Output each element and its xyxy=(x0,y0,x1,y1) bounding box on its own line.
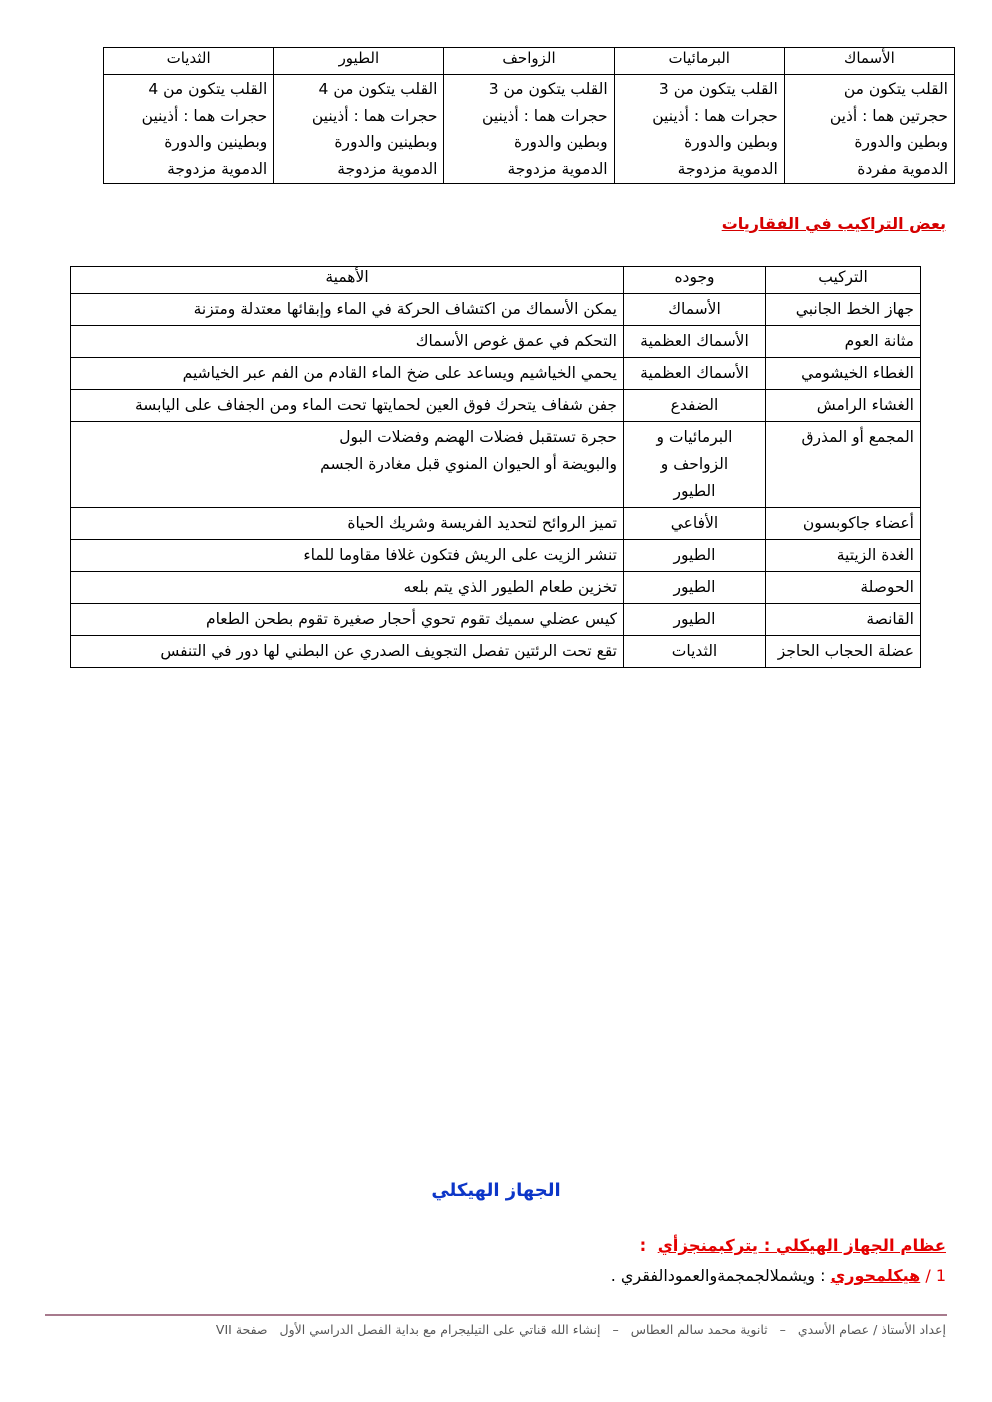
structure-row xyxy=(71,294,921,326)
cell-birds xyxy=(274,75,444,184)
structure-row xyxy=(71,508,921,540)
footer-author: إعداد الأستاذ / عصام الأسدي xyxy=(797,1322,946,1337)
section-title: بعض التراكيب في الفقاريات xyxy=(721,214,946,233)
cell-line: الطيور xyxy=(673,610,716,628)
structure-row xyxy=(71,358,921,390)
cell-line: وبطينين والدورة xyxy=(164,133,268,151)
structure-row xyxy=(71,390,921,422)
structure-name-cell xyxy=(766,604,921,636)
heart-table-row xyxy=(104,75,955,184)
cell-line: الدموية مزدوجة xyxy=(337,159,438,178)
header-fish: الأسماك xyxy=(784,48,954,75)
footer-school: ثانوية محمد سالم العطاس xyxy=(630,1322,768,1337)
cell-line: القلب يتكون من 4 xyxy=(148,80,268,98)
cell-line: الضفدع xyxy=(670,396,719,414)
cell-line: تقع تحت الرئتين تفصل التجويف الصدري عن البطني لها دور في التنفس xyxy=(160,642,617,660)
structure-presence-cell xyxy=(624,326,766,358)
cell-line: عضلة الحجاب الحاجز xyxy=(777,642,914,660)
structure-presence-cell xyxy=(624,636,766,668)
cell-line: يحمي الخياشيم ويساعد على ضخ الماء القادم من الفم عبر الخياشيم xyxy=(182,364,617,382)
structure-name-cell xyxy=(766,294,921,326)
header-amphibians: البرمائيات xyxy=(614,48,784,75)
cell-line: مثانة العوم xyxy=(844,332,914,350)
footer-separator: – xyxy=(779,1322,786,1337)
header-reptiles: الزواحف xyxy=(444,48,614,75)
cell-line: تنشر الزيت على الريش فتكون غلافا مقاوما للماء xyxy=(303,546,617,564)
structure-importance-cell xyxy=(71,326,624,358)
header-importance: الأهمية xyxy=(71,267,624,294)
structure-name-cell xyxy=(766,390,921,422)
axial-number: 1 / xyxy=(925,1266,946,1285)
structure-name-cell xyxy=(766,540,921,572)
header-presence: وجوده xyxy=(624,267,766,294)
structure-row xyxy=(71,540,921,572)
cell-line: الغشاء الرامش xyxy=(816,396,914,414)
structure-importance-cell xyxy=(71,508,624,540)
cell-fish xyxy=(784,75,954,184)
cell-line: والبويضة أو الحيوان المنوي قبل مغادرة الجسم xyxy=(320,455,617,473)
structure-presence-cell xyxy=(624,422,766,508)
structure-name-cell xyxy=(766,422,921,508)
structure-importance-cell xyxy=(71,604,624,636)
cell-line: الطيور xyxy=(673,546,716,564)
cell-line: حجرة تستقبل فضلات الهضم وفضلات البول xyxy=(339,428,617,446)
cell-line: كيس عضلي سميك تقوم تحوي أحجار صغيرة تقوم بطحن الطعام xyxy=(205,610,617,628)
heart-table-header-row xyxy=(104,48,955,75)
cell-mammals xyxy=(104,75,274,184)
structure-name-cell xyxy=(766,636,921,668)
cell-line: البرمائيات و xyxy=(656,428,733,446)
footer-separator: – xyxy=(612,1322,619,1337)
structure-presence-cell xyxy=(624,604,766,636)
cell-line: جهاز الخط الجانبي xyxy=(795,300,914,318)
structure-presence-cell xyxy=(624,390,766,422)
cell-line: حجرات هما : أذينين xyxy=(482,106,608,125)
structure-name-cell xyxy=(766,358,921,390)
cell-reptiles xyxy=(444,75,614,184)
cell-line: الدموية مزدوجة xyxy=(677,159,778,178)
cell-line: تميز الروائح لتحديد الفريسة وشريك الحياة xyxy=(347,514,617,532)
structure-name-cell xyxy=(766,508,921,540)
bones-heading-colon: : xyxy=(639,1236,647,1255)
structure-presence-cell xyxy=(624,294,766,326)
structure-importance-cell xyxy=(71,572,624,604)
cell-line: حجرتين هما : أذين xyxy=(829,106,948,125)
structure-presence-cell xyxy=(624,540,766,572)
footer xyxy=(208,1322,946,1337)
cell-line: القلب يتكون من 3 xyxy=(488,80,608,98)
skeleton-title: الجهاز الهيكلي xyxy=(431,1180,561,1201)
cell-line: الدموية مزدوجة xyxy=(507,159,608,178)
cell-line: وبطين والدورة xyxy=(854,133,948,151)
cell-line: الغطاء الخيشومي xyxy=(801,364,914,382)
structure-row xyxy=(71,326,921,358)
header-birds: الطيور xyxy=(274,48,444,75)
cell-line: القلب يتكون من xyxy=(843,80,948,98)
bones-heading-text: عظام الجهاز الهيكلي : يتركبمنجزأي xyxy=(657,1236,946,1255)
structure-importance-cell xyxy=(71,540,624,572)
structure-row xyxy=(71,604,921,636)
cell-line: الدموية مزدوجة xyxy=(167,159,268,178)
structure-row xyxy=(71,636,921,668)
structure-importance-cell xyxy=(71,294,624,326)
cell-line: القلب يتكون من 3 xyxy=(658,80,778,98)
cell-line: يمكن الأسماك من اكتشاف الحركة في الماء وإبقائها معتدلة ومتزنة xyxy=(193,300,617,318)
footer-rule xyxy=(45,1314,947,1316)
cell-line: الثديات xyxy=(671,642,718,660)
cell-line: وبطين والدورة xyxy=(513,133,608,151)
structure-importance-cell xyxy=(71,422,624,508)
footer-page-number: صفحة VII xyxy=(215,1322,268,1337)
structures-header-row xyxy=(71,267,921,294)
axial-label: هيكلمحوري xyxy=(830,1266,921,1285)
cell-line: أعضاء جاكوبسون xyxy=(802,514,914,532)
header-mammals: الثديات xyxy=(104,48,274,75)
cell-line: حجرات هما : أذينين xyxy=(141,106,268,125)
cell-line: الطيور xyxy=(673,482,716,500)
structure-name-cell xyxy=(766,326,921,358)
structure-importance-cell xyxy=(71,358,624,390)
cell-line: الأسماك العظمية xyxy=(640,364,749,382)
cell-line: الأفاعي xyxy=(670,514,719,532)
structure-presence-cell xyxy=(624,508,766,540)
cell-line: حجرات هما : أذينين xyxy=(652,106,778,125)
structure-importance-cell xyxy=(71,636,624,668)
cell-line: جفن شفاف يتحرك فوق العين لحمايتها تحت الماء ومن الجفاف على اليابسة xyxy=(134,396,617,414)
cell-line: وبطينين والدورة xyxy=(334,133,438,151)
structure-presence-cell xyxy=(624,572,766,604)
cell-line: حجرات هما : أذينين xyxy=(311,106,438,125)
cell-line: القانصة xyxy=(866,610,914,628)
structure-row xyxy=(71,572,921,604)
footer-note: إنشاء الله قناتي على التيليجرام مع بداية الفصل الدراسي الأول xyxy=(279,1322,601,1337)
cell-line: التحكم في عمق غوص الأسماك xyxy=(415,332,617,350)
structure-name-cell xyxy=(766,572,921,604)
cell-line: الأسماك العظمية xyxy=(640,332,749,350)
structure-presence-cell xyxy=(624,358,766,390)
structures-table xyxy=(70,266,921,668)
structure-row xyxy=(71,422,921,508)
heart-comparison-table xyxy=(103,47,955,184)
axial-text: : ويشملالجمجمةوالعمودالفقري . xyxy=(610,1266,826,1285)
cell-line: تخزين طعام الطيور الذي يتم بلعه xyxy=(403,578,617,596)
bones-heading xyxy=(640,1236,946,1255)
axial-skeleton-line xyxy=(611,1266,946,1285)
cell-amphibians xyxy=(614,75,784,184)
cell-line: الحوصلة xyxy=(860,578,914,596)
cell-line: الأسماك xyxy=(668,300,721,318)
cell-line: الغدة الزيتية xyxy=(836,546,914,564)
cell-line: القلب يتكون من 4 xyxy=(318,80,438,98)
cell-line: الزواحف و xyxy=(660,455,729,473)
cell-line: المجمع أو المذرق xyxy=(801,428,914,446)
cell-line: الدموية مفردة xyxy=(857,159,948,178)
cell-line: وبطين والدورة xyxy=(684,133,778,151)
header-structure: التركيب xyxy=(766,267,921,294)
structure-importance-cell xyxy=(71,390,624,422)
cell-line: الطيور xyxy=(673,578,716,596)
